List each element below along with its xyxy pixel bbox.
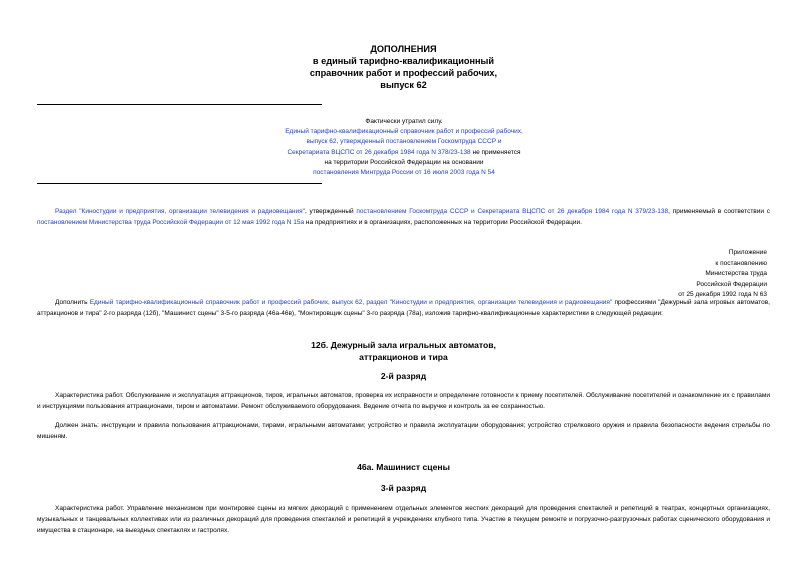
supplement-text: Дополнить bbox=[55, 299, 90, 306]
appendix-block bbox=[678, 248, 767, 301]
title-line: в единый тарифно-квалификационный bbox=[312, 56, 495, 66]
section-heading bbox=[0, 339, 807, 363]
divider-bottom bbox=[37, 183, 322, 184]
knowledge-paragraph: Должен знать: инструкции и правила пользования аттракционами, тирами, игральными автоматами; устройство и правила эксплуатации оборудования; устройство стрелкового оружия и правила безопасности ведения стрельбы по мишеням. bbox=[37, 422, 770, 440]
title-line: выпуск 62 bbox=[380, 80, 427, 90]
status-link[interactable]: Единый тарифно-квалификационный справочник работ и профессий рабочих, bbox=[285, 128, 523, 136]
characteristic-paragraph: Характеристика работ. Управление механизмом при монтировке сцены из мягких декораций с применением отдельных элементов жестких декораций для проведения спектаклей и репетиций в театрах, концертных организациях, музыкальных и танцевальных коллективах или из различных декораций для проведения спектаклей и репетиций в учреждениях клубного типа. Участие в текущем ремонте и погрузочно-разгрузочных работах сценического оборудования и имущества в стационаре, на выездных спектаклях и гастролях. bbox=[37, 505, 770, 534]
status-notice bbox=[250, 117, 558, 178]
status-link[interactable]: Секретариата ВЦСПС от 26 декабря 1984 года N 378/23-138 bbox=[287, 148, 471, 156]
status-text: не применяется bbox=[470, 148, 521, 156]
title-line: ДОПОЛНЕНИЯ bbox=[370, 44, 437, 54]
title-line: справочник работ и профессий рабочих, bbox=[309, 68, 498, 78]
section-heading: 46а. Машинист сцены bbox=[357, 462, 450, 472]
intro-link-decree[interactable]: постановлением Госкомтруда СССР и Секретариата ВЦСПС от 26 декабря 1984 года N 379/23-138 bbox=[356, 208, 669, 215]
appendix-line: от 25 декабря 1992 года N 63 bbox=[678, 291, 767, 298]
appendix-line: Российской Федерации bbox=[696, 280, 767, 288]
status-link[interactable]: постановления Минтруда России от 16 июля 2003 года N 54 bbox=[313, 169, 495, 177]
intro-text: , утвержденный bbox=[305, 208, 357, 215]
intro-text: , применяемый в соответствии с bbox=[668, 208, 771, 215]
status-link[interactable]: выпуск 62, утвержденный постановлением Госкомтруда СССР и bbox=[306, 138, 502, 146]
intro-paragraph bbox=[37, 206, 770, 228]
appendix-line: Приложение bbox=[728, 249, 767, 256]
status-line: Фактически утратил силу. bbox=[365, 118, 443, 125]
appendix-line: к постановлению bbox=[715, 259, 767, 267]
supplement-text: профессиями "Дежурный зала игровых автоматов, аттракционов и тира" 2-го разряда (12б), "Машинист сцены" 3-5-го разряда (46а-46в), "Монтировщик сцены" 3-го разряда (78а), изложив тарифно-квалификационные характеристики в следующей редакции: bbox=[37, 299, 770, 317]
intro-link-ministry[interactable]: постановлением Министерства труда Российской Федерации от 12 мая 1992 года N 15а bbox=[37, 219, 305, 226]
intro-link[interactable]: Раздел "Киностудии и предприятия, организации телевидения и радиовещания" bbox=[55, 208, 305, 215]
document-title bbox=[0, 43, 807, 91]
status-line: на территории Российской Федерации на основании bbox=[324, 158, 484, 166]
section-heading-line: аттракционов и тира bbox=[359, 352, 448, 362]
grade-heading: 2-й разряд bbox=[380, 371, 427, 381]
appendix-line: Министерства труда bbox=[705, 270, 767, 277]
supplement-paragraph bbox=[37, 297, 770, 319]
intro-text: на предприятиях и в организациях, расположенных на территории Российской Федерации. bbox=[304, 219, 582, 226]
section-heading-line: 12б. Дежурный зала игральных автоматов, bbox=[311, 340, 496, 350]
characteristic-paragraph: Характеристика работ. Обслуживание и эксплуатация аттракционов, тиров, игральных автоматов, проверка их исправности и определение готовности к приему посетителей. Обслуживание посетителей и ознакомление их с правилами и инструкциями пользования аттракционами, тиром и автоматами. Ремонт обслуживаемого оборудования. Ведение отчета по выручке и контроль за ее сохранностью. bbox=[37, 392, 770, 410]
divider-top bbox=[37, 104, 322, 105]
grade-heading: 3-й разряд bbox=[380, 483, 427, 493]
supplement-link[interactable]: Единый тарифно-квалификационный справочник работ и профессий рабочих, выпуск 62, раздел "Киностудии и предприятия, организации телевидения и радиовещания" bbox=[89, 299, 613, 306]
